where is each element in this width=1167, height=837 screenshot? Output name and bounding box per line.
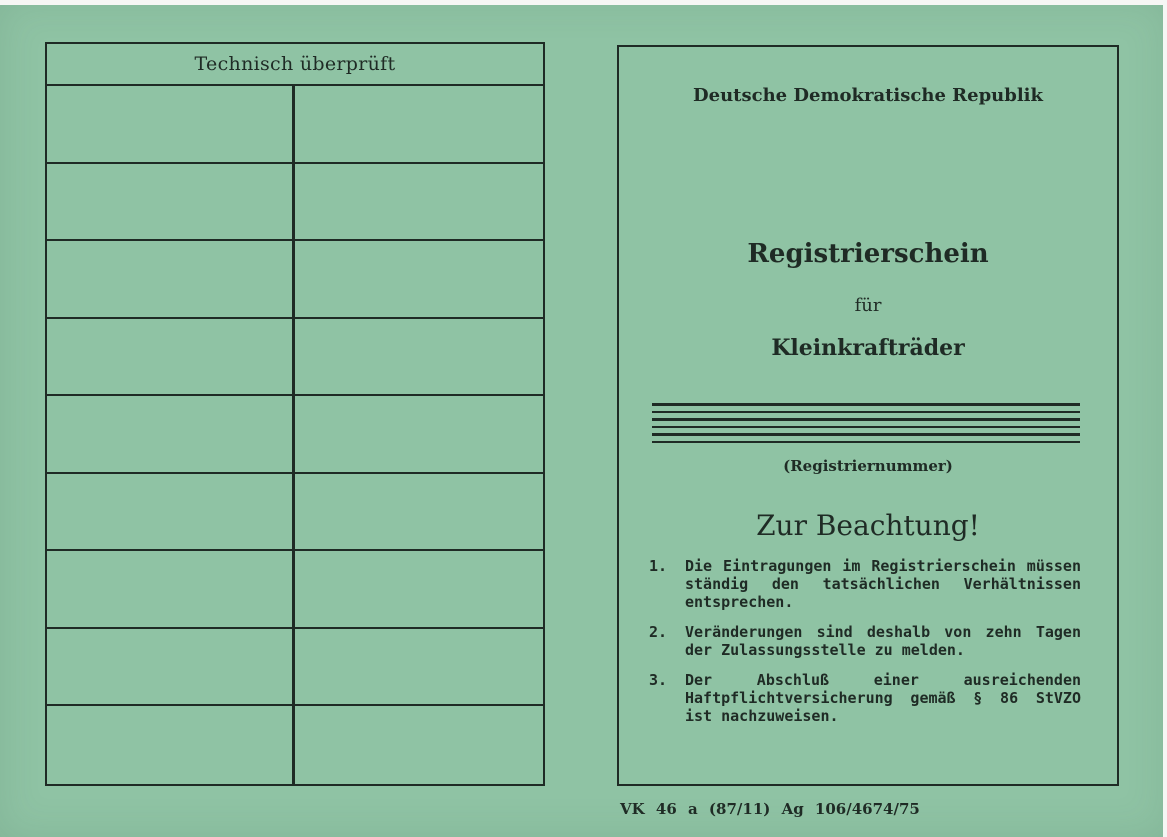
notice-text: Der Abschluß einer ausreichenden Haftpflichtversicherung gemäß § 86 StVZO ist nachzuweisen. [685,671,1081,725]
form-code: VK 46 a (87/11) Ag 106/4674/75 [620,800,920,818]
inspection-cell [295,86,543,164]
inspection-cell [295,164,543,242]
inspection-table-header: Technisch überprüft [47,44,543,86]
inspection-cell [47,474,295,552]
cover-panel [617,45,1119,786]
inspection-cell [295,551,543,629]
inspection-cell [295,474,543,552]
inspection-cell [295,396,543,474]
notice-item [649,557,1081,611]
inspection-cell [47,706,295,784]
notice-item [649,671,1081,725]
inspection-cell [47,86,295,164]
notice-item [649,623,1081,659]
inspection-cell [47,396,295,474]
inspection-cell [295,629,543,707]
inspection-cell [47,241,295,319]
inspection-cell [295,241,543,319]
notice-number: 2. [649,623,668,641]
document-title: Registrierschein [747,239,989,269]
registration-number-lines [652,403,1080,451]
inspection-table [45,42,545,786]
inspection-cell [47,319,295,397]
inspection-cell [295,319,543,397]
document-title-for: für [854,295,882,316]
notice-heading: Zur Beachtung! [756,509,980,542]
notice-number: 3. [649,671,668,689]
inspection-cell [47,551,295,629]
issuing-state: Deutsche Demokratische Republik [693,85,1043,106]
inspection-cell [47,164,295,242]
inspection-cell [47,629,295,707]
notice-list [649,557,1081,737]
document-subject: Kleinkrafträder [771,335,965,361]
inspection-cell [295,706,543,784]
inspection-grid [47,86,543,784]
notice-text: Die Eintragungen im Registrierschein müssen ständig den tatsächlichen Verhältnissen entsprechen. [685,557,1081,611]
notice-number: 1. [649,557,668,575]
registration-number-label: (Registriernummer) [783,457,953,475]
notice-text: Veränderungen sind deshalb von zehn Tagen der Zulassungsstelle zu melden. [685,623,1081,659]
